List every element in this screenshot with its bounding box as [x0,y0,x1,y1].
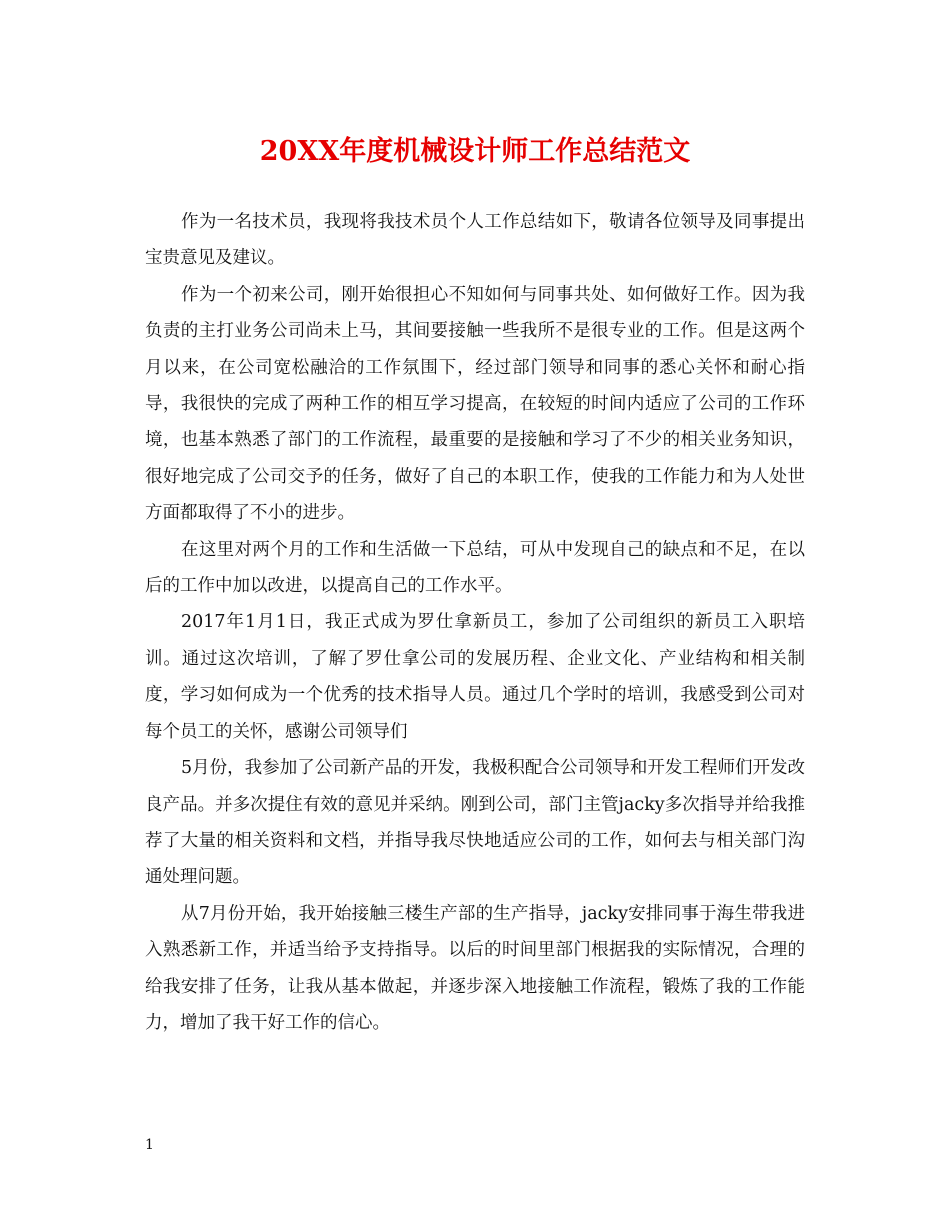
paragraph: 从7月份开始，我开始接触三楼生产部的生产指导，jacky安排同事于海生带我进入熟悉新工作，并适当给予支持指导。以后的时间里部门根据我的实际情况，合理的给我安排了任务，让我从基本做起，并逐步深入地接触工作流程，锻炼了我的工作能力，增加了我干好工作的信心。 [145,903,805,1033]
paragraph: 2017年1月1日，我正式成为罗仕拿新员工，参加了公司组织的新员工入职培训。通过这次培训，了解了罗仕拿公司的发展历程、企业文化、产业结构和相关制度，学习如何成为一个优秀的技术指导人员。通过几个学时的培训，我感受到公司对每个员工的关怀，感谢公司领导们 [145,612,805,742]
paragraph: 在这里对两个月的工作和生活做一下总结，可从中发现自己的缺点和不足，在以后的工作中加以改进，以提高自己的工作水平。 [145,539,805,597]
document-title: 20XX年度机械设计师工作总结范文 [259,136,691,167]
page-number: 1 [145,1137,154,1153]
paragraph: 5月份，我参加了公司新产品的开发，我极积配合公司领导和开发工程师们开发改良产品。并多次提住有效的意见并采纳。刚到公司，部门主管jacky多次指导并给我推荐了大量的相关资料和文档，并指导我尽快地适应公司的工作，如何去与相关部门沟通处理问题。 [145,758,805,888]
paragraph: 作为一个初来公司，刚开始很担心不知如何与同事共处、如何做好工作。因为我负责的主打业务公司尚未上马，其间要接触一些我所不是很专业的工作。但是这两个月以来，在公司宽松融洽的工作氛围下，经过部门领导和同事的悉心关怀和耐心指导，我很快的完成了两种工作的相互学习提高，在较短的时间内适应了公司的工作环境，也基本熟悉了部门的工作流程，最重要的是接触和学习了不少的相关业务知识，很好地完成了公司交予的任务，做好了自己的本职工作，使我的工作能力和为人处世方面都取得了不小的进步。 [145,284,805,524]
document-body [145,204,805,1041]
paragraph: 作为一名技术员，我现将我技术员个人工作总结如下，敬请各位领导及同事提出宝贵意见及建议。 [145,212,805,269]
